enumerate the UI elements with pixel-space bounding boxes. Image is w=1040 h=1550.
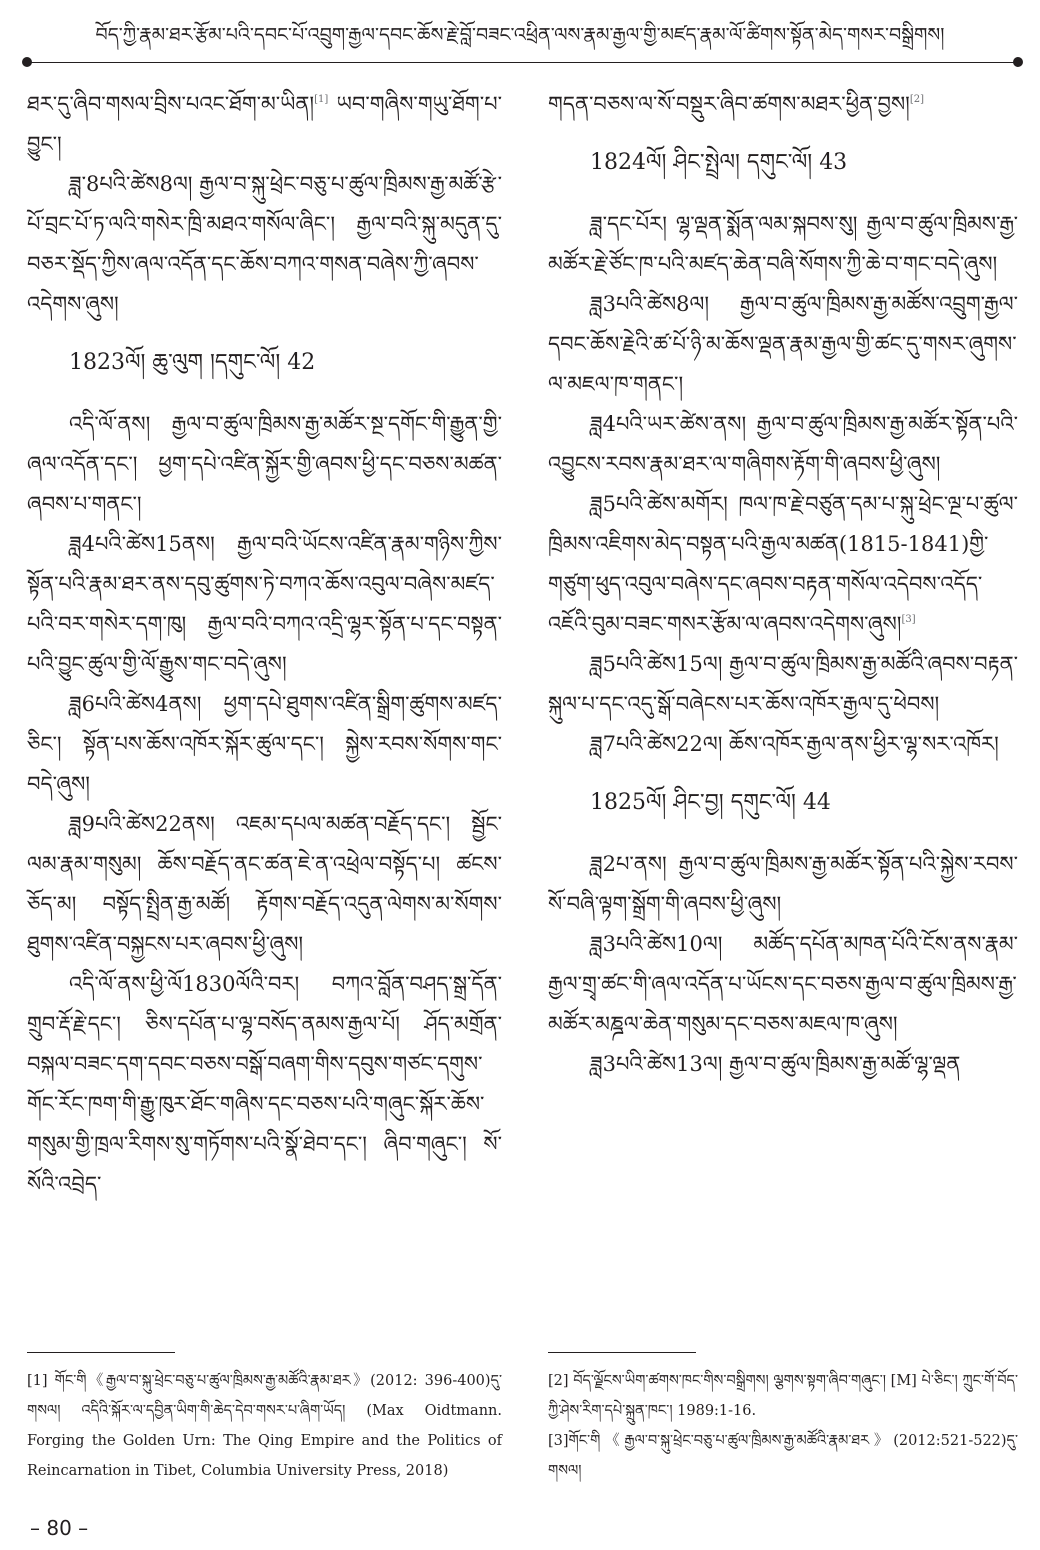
paragraph <box>27 404 502 524</box>
footnote-marker: [3] <box>901 614 916 625</box>
paragraph <box>27 164 502 324</box>
paragraph-text: ཟླ4པའི་ཡར་ཚེས་ནས། རྒྱལ་བ་ཚུལ་ཁྲིམས་རྒྱ་མཚོར་སྟོན་པའི་འབྱུངས་རབས་རྣམ་ཐར་ལ་གཞིགས་རྟོག་གི་ཞབས་ཕྱི་ཞུས། <box>548 412 1018 476</box>
heading-name: ཤིང་སྤྲེལ། དགུང་ལོ། <box>673 150 813 175</box>
paragraph-text: ཟླ་དང་པོར། ལྷ་ལྡན་སྨོན་ལམ་སྐབས་སུ། རྒྱལ་བ་ཚུལ་ཁྲིམས་རྒྱ་མཚོར་རྗེ་ཙོང་ཁ་པའི་མཛད་ཆེན་བཞི་སོགས་ཀྱི་ཆེ་བ་གང་བདེ་ཞུས། <box>548 212 1018 276</box>
running-header: བོད་ཀྱི་རྣམ་ཐར་རྩོམ་པའི་དབང་པོ་འབྲུག་རྒྱལ་དབང་ཆོས་རྗེ་བློ་བཟང་འཕྲིན་ལས་རྣམ་རྒྱལ་གྱི་མཛད་རྣམ་ལོ་ཚིགས་སྟོན་མེད་གསར་བསྒྲིགས། <box>95 24 945 46</box>
paragraph <box>27 524 502 684</box>
page-number: – 80 – <box>30 1516 89 1540</box>
year-heading <box>590 783 1018 823</box>
heading-age: 42 <box>287 350 316 375</box>
paragraph-text: ཟླ5པའི་ཚེས་མགོར། ཁལ་ཁ་རྗེ་བཙུན་དམ་པ་སྐུ་ཕྲེང་ལྔ་པ་ཚུལ་ཁྲིམས་འཇིགས་མེད་བསྟན་པའི་རྒྱལ་མཚན(1815-1841)གྱི་གཙུག་ཕུད་འབུལ་བཞེས་དང་ཞབས་བརྟན་གསོལ་འདེབས་འདོད་འཇོའི་བུམ་བཟང་གསར་རྩོམ་ལ་ཞབས་འདེགས་ཞུས། <box>548 492 1018 636</box>
heading-age: 43 <box>819 150 848 175</box>
year-heading <box>590 143 1018 183</box>
left-column <box>27 84 502 1204</box>
paragraph-text: འདི་ལོ་ནས། རྒྱལ་བ་ཚུལ་ཁྲིམས་རྒྱ་མཚོར་སྔ་དགོང་གི་རྒྱུན་གྱི་ཞལ་འདོན་དང་། ཕྱག་དཔེ་འཛིན་སྐྱོར་གྱི་ཞབས་ཕྱི་དང་བཅས་མཚན་ཞབས་པ་གནང་། <box>27 412 502 516</box>
header-rule-left-dot <box>22 57 32 67</box>
paragraph-text: ཟླ4པའི་ཚེས15ནས། རྒྱལ་བའི་ཡོངས་འཛིན་རྣམ་གཉིས་ཀྱིས་སྟོན་པའི་རྣམ་ཐར་ནས་དབུ་ཚུགས་ཏེ་བཀའ་ཆོས་འབུལ་བཞེས་མཛད་པའི་བར་གསེར་དག་ཁུ། རྒྱལ་བའི་བཀའ་འདྲི་ལྷར་སྟོན་པ་དང་བསྟན་པའི་བྱུང་ཚུལ་གྱི་ལོ་རྒྱུས་གང་བདེ་ཞུས། <box>27 532 502 676</box>
header-rule-right-dot <box>1013 57 1023 67</box>
paragraph-text: ཟླ7པའི་ཚེས22ལ། ཆོས་འཁོར་རྒྱལ་ནས་ཕྱིར་ལྷ་སར་འཁོར། <box>590 732 999 756</box>
paragraph <box>548 644 1018 724</box>
heading-year: 1824ལོ། <box>590 150 667 175</box>
footnote-marker: [1] <box>314 94 329 105</box>
paragraph <box>548 284 1018 404</box>
paragraph <box>548 924 1018 1044</box>
paragraph <box>548 84 1018 124</box>
paragraph <box>548 204 1018 284</box>
paragraph <box>548 484 1018 644</box>
heading-name: ཤིང་བྱ། དགུང་ལོ། <box>673 790 796 815</box>
paragraph-text: ཟླ5པའི་ཚེས15ལ། རྒྱལ་བ་ཚུལ་ཁྲིམས་རྒྱ་མཚོའི་ཞབས་བརྟན་སྐུལ་པ་དང་འདུ་སྒོ་བཞེངས་པར་ཆོས་འཁོར་རྒྱལ་དུ་ཕེབས། <box>548 652 1018 716</box>
paragraph-text: ཟླ་8པའི་ཚེས8ལ། རྒྱལ་བ་སྐུ་ཕྲེང་བཅུ་པ་ཚུལ་ཁྲིམས་རྒྱ་མཚོ་རྩེ་པོ་བྲང་པོ་ཏ་ལའི་གསེར་ཁྲི་མཐའ་གསོལ་ཞིང་། རྒྱལ་བའི་སྐུ་མདུན་དུ་བཅར་སྡོད་ཀྱིས་ཞལ་འདོན་དང་ཆོས་བཀའ་གསན་བཞེས་ཀྱི་ཞབས་འདེགས་ཞུས། <box>27 172 502 316</box>
paragraph <box>548 1044 1018 1084</box>
right-column <box>548 84 1018 1084</box>
footnote-rule-left <box>27 1352 175 1353</box>
paragraph-text: ཟླ6པའི་ཚེས4ནས། ཕྱག་དཔེ་ཐུགས་འཛིན་སྒྲིག་ཚུགས་མཛད་ཅིང་། སྟོན་པས་ཆོས་འཁོར་སྐོར་ཚུལ་དང་། སྐྱེས་རབས་སོགས་གང་བདེ་ཞུས། <box>27 692 502 796</box>
paragraph-text: ཟླ2པ་ནས། རྒྱལ་བ་ཚུལ་ཁྲིམས་རྒྱ་མཚོར་སྟོན་པའི་སྐྱེས་རབས་སོ་བཞི་ལྟག་སྒྲོག་གི་ཞབས་ཕྱི་ཞུས། <box>548 852 1018 916</box>
footnote-marker: [2] <box>909 94 924 105</box>
paragraph <box>548 404 1018 484</box>
heading-age: 44 <box>802 790 831 815</box>
paragraph-text: ཟླ9པའི་ཚེས22ནས། འཇམ་དཔལ་མཚན་བརྗོད་དང་། སྦྱོང་ལམ་རྣམ་གསུམ། ཆོས་བརྗོད་ནང་ཚན་ཇེ་ན་འཕྲེལ་བསྟོད་པ། ཚངས་ཅོད་མ། བསྟོད་སྤྲིན་རྒྱ་མཚོ། རྟོགས་བརྗོད་འདུན་ལེགས་མ་སོགས་ཐུགས་འཛིན་བསྐྱངས་པར་ཞབས་ཕྱི་ཞུས། <box>27 812 502 956</box>
heading-year: 1823ལོ། <box>69 350 146 375</box>
paragraph-text-continued: ཡབ་གཞིས་གཡུ་ཐོག་པ་བྱུང་། <box>27 92 502 156</box>
paragraph-text: ཟླ3པའི་ཚེས8ལ། རྒྱལ་བ་ཚུལ་ཁྲིམས་རྒྱ་མཚོས་འབྲུག་རྒྱལ་དབང་ཆོས་རྗེའི་ཚ་པོ་ཉི་མ་ཆོས་ལྡན་རྣམ་རྒྱལ་གྱི་ཚང་དུ་གསར་ཞུགས་ལ་མཇལ་ཁ་གནང་། <box>548 292 1018 396</box>
footnote-2: [2] བོད་ལྗོངས་ཡིག་ཚགས་ཁང་གིས་བསྒྲིགས། ལྕགས་སྟག་ཞིབ་གཞུང་། [M] པེ་ཅིང་། ཀྲུང་གོ་བོད་ཀྱི་ཤེས་རིག་དཔེ་སྐྲུན་ཁང་། 1989:1-16. <box>548 1373 1018 1419</box>
heading-year: 1825ལོ། <box>590 790 667 815</box>
year-heading <box>69 343 502 383</box>
paragraph <box>548 844 1018 924</box>
paragraph-text: ཐར་དུ་ཞིབ་གསལ་བྲིས་པའང་ཐོག་མ་ཡིན། <box>27 92 315 116</box>
paragraph <box>27 804 502 964</box>
paragraph <box>27 684 502 804</box>
paragraph-text: ཟླ3པའི་ཚེས13ལ། རྒྱལ་བ་ཚུལ་ཁྲིམས་རྒྱ་མཚོ་ལྷ་ལྡན <box>590 1052 961 1076</box>
header-rule <box>28 62 1018 63</box>
paragraph <box>27 84 502 164</box>
footnote-1: [1] གོང་གི《རྒྱལ་བ་སྐུ་ཕྲེང་བཅུ་པ་ཚུལ་ཁྲིམས་རྒྱ་མཚོའི་རྣམ་ཐར》(2012: 396-400)དུ་གསལ། འདིའི་སྐོར་ལ་དབྱིན་ཡིག་གི་ཆེད་དེབ་གསར་པ་ཞིག་ཡོད། (Max Oidtmann. Forging the Golden Urn: The Qing Empire and the Politics of Reincarnation in Tibet, Columbia University Press, 2018) <box>27 1373 502 1479</box>
paragraph-text: འདི་ལོ་ནས་ཕྱི་ལོ1830ལོའི་བར། བཀའ་བློན་བཤད་སྒྲ་དོན་གྲུབ་རྡོ་རྗེ་དང་། ཅིས་དཔོན་པ་ལྷ་བསོད་ནམས་རྒྱལ་པོ། ཤོད་མགྲོན་བསྐལ་བཟང་དག་དབང་བཅས་བསྒོ་བཞག་གིས་དབུས་གཙང་དགུས་གོང་རོང་ཁག་གི་རྒྱུ་ཁུར་ཐོང་གཞིས་དང་བཅས་པའི་གཞུང་སྐོར་ཆོས་གསུམ་གྱི་ཁྲལ་རིགས་སུ་གཏོགས་པའི་སྣོ་ཐེབ་དང་། ཞིབ་གཞུང་། སོ་སོའི་འབྲེད་ <box>27 972 502 1196</box>
footnote-3: [3]གོང་གི《རྒྱལ་བ་སྐུ་ཕྲེང་བཅུ་པ་ཚུལ་ཁྲིམས་རྒྱ་མཚོའི་རྣམ་ཐར》(2012:521-522)དུ་གསལ། <box>548 1433 1018 1479</box>
footnotes-right <box>548 1366 1018 1486</box>
paragraph-text: གདན་བཅས་ལ་སོ་བསྡུར་ཞིབ་ཚགས་མཐར་ཕྱིན་བྱས། <box>548 92 910 116</box>
heading-name: ཆུ་ལུག །དགུང་ལོ། <box>152 350 281 375</box>
paragraph <box>27 964 502 1204</box>
footnote-rule-right <box>548 1352 696 1353</box>
paragraph <box>548 724 1018 764</box>
paragraph-text: ཟླ3པའི་ཚེས10ལ། མཚོད་དཔོན་མཁན་པོའི་ངོས་ནས་རྣམ་རྒྱལ་གྲྭ་ཚང་གི་ཞལ་འདོན་པ་ཡོངས་དང་བཅས་རྒྱལ་བ་ཚུལ་ཁྲིམས་རྒྱ་མཚོར་མཎྜལ་ཆེན་གསུམ་དང་བཅས་མཇལ་ཁ་ཞུས། <box>548 932 1018 1036</box>
